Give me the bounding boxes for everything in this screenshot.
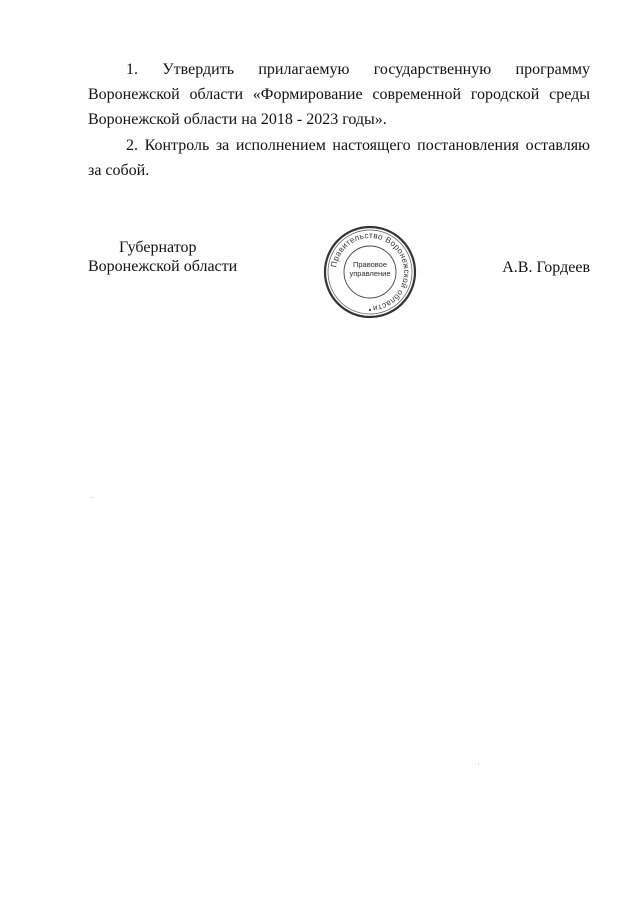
paragraph-control: 2. Контроль за исполнением настоящего постановления оставляю за собой. <box>88 137 590 179</box>
seal-center-text <box>344 260 396 284</box>
scan-speck <box>91 497 92 498</box>
seal-ring-text: Правительство Воронежской области <box>329 230 412 313</box>
signatory-name: А.В. Гордеев <box>502 259 590 276</box>
signatory-title-line1: Губернатор <box>119 239 197 256</box>
seal-center-line1: Правовое <box>352 260 388 269</box>
official-seal <box>322 224 418 320</box>
signatory-title-line2: Воронежской области <box>88 258 238 275</box>
paragraph-approve-program: 1. Утвердить прилагаемую государственную программу Воронежской области «Формирование современной городской среды Воронежской области на 2018 - 2023 годы». <box>88 61 590 128</box>
signatory-title <box>88 238 288 276</box>
scan-speck <box>478 763 479 764</box>
seal-center-line2: управление <box>349 269 391 278</box>
